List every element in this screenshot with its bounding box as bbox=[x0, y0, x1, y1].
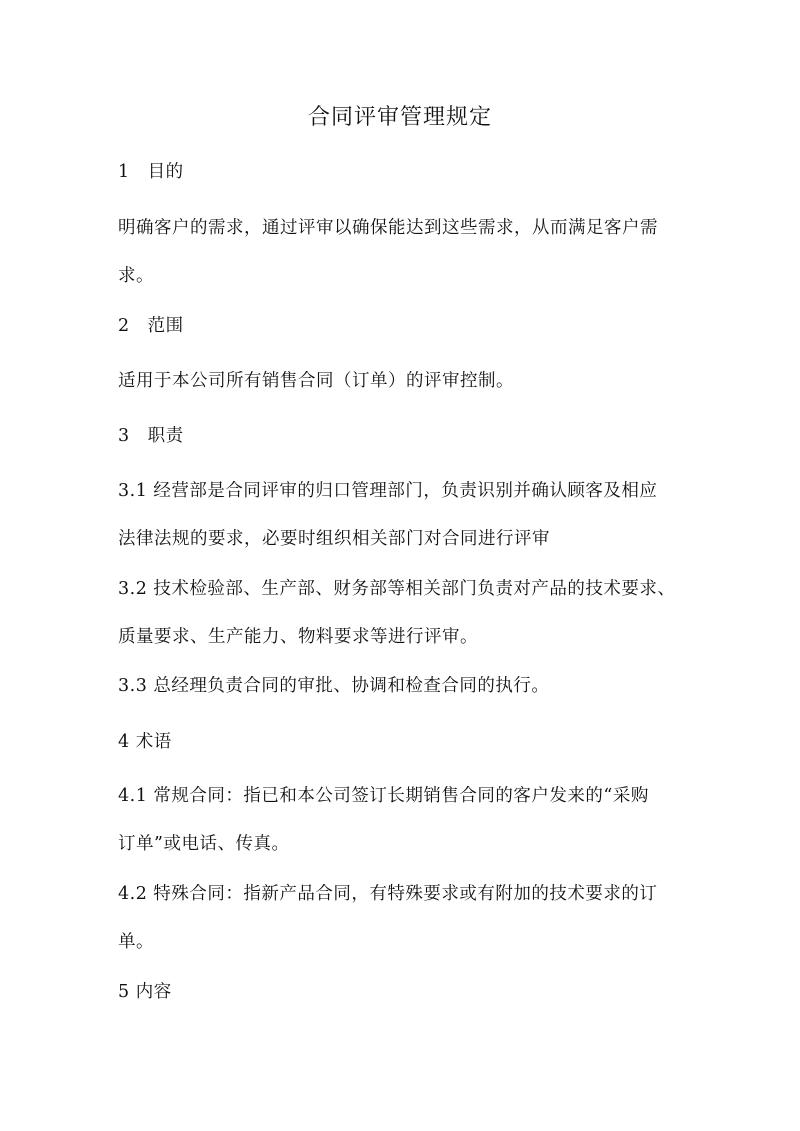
paragraph-line: 3.2 技术检验部、生产部、财务部等相关部门负责对产品的技术要求、 bbox=[118, 579, 676, 599]
clause-3-1 bbox=[118, 467, 688, 563]
clause-4-2 bbox=[118, 870, 688, 966]
section-1-paragraph bbox=[118, 204, 688, 300]
section-heading: 2 范围 bbox=[118, 316, 184, 336]
paragraph-line: 订单”或电话、传真。 bbox=[118, 834, 290, 854]
section-heading: 1 目的 bbox=[118, 162, 184, 182]
section-2-paragraph bbox=[118, 357, 688, 405]
paragraph-line: 法律法规的要求，必要时组织相关部门对合同进行评审 bbox=[118, 529, 550, 549]
paragraph-line: 明确客户的需求，通过评审以确保能达到这些需求，从而满足客户需 bbox=[118, 218, 658, 238]
paragraph-line: 4.2 特殊合同：指新产品合同，有特殊要求或有附加的技术要求的订 bbox=[118, 884, 658, 904]
paragraph-line: 单。 bbox=[118, 932, 154, 952]
paragraph-line: 适用于本公司所有销售合同（订单）的评审控制。 bbox=[118, 371, 514, 391]
section-3-heading bbox=[118, 412, 688, 460]
clause-4-1 bbox=[118, 772, 688, 868]
section-4-heading bbox=[118, 718, 688, 766]
paragraph-line: 求。 bbox=[118, 266, 154, 286]
section-heading: 4 术语 bbox=[118, 732, 172, 752]
clause-3-3 bbox=[118, 662, 688, 710]
section-2-heading bbox=[118, 302, 688, 350]
section-heading: 3 职责 bbox=[118, 426, 184, 446]
section-1-heading bbox=[118, 148, 688, 196]
section-heading: 5 内容 bbox=[118, 982, 172, 1002]
clause-3-2 bbox=[118, 565, 688, 661]
section-5-heading bbox=[118, 968, 688, 1016]
paragraph-line: 4.1 常规合同：指已和本公司签订长期销售合同的客户发来的“采购 bbox=[118, 786, 649, 806]
paragraph-line: 3.1 经营部是合同评审的归口管理部门，负责识别并确认顾客及相应 bbox=[118, 481, 658, 501]
paragraph-line: 3.3 总经理负责合同的审批、协调和检查合同的执行。 bbox=[118, 676, 550, 696]
paragraph-line: 质量要求、生产能力、物料要求等进行评审。 bbox=[118, 627, 478, 647]
document-title: 合同评审管理规定 bbox=[307, 105, 492, 130]
